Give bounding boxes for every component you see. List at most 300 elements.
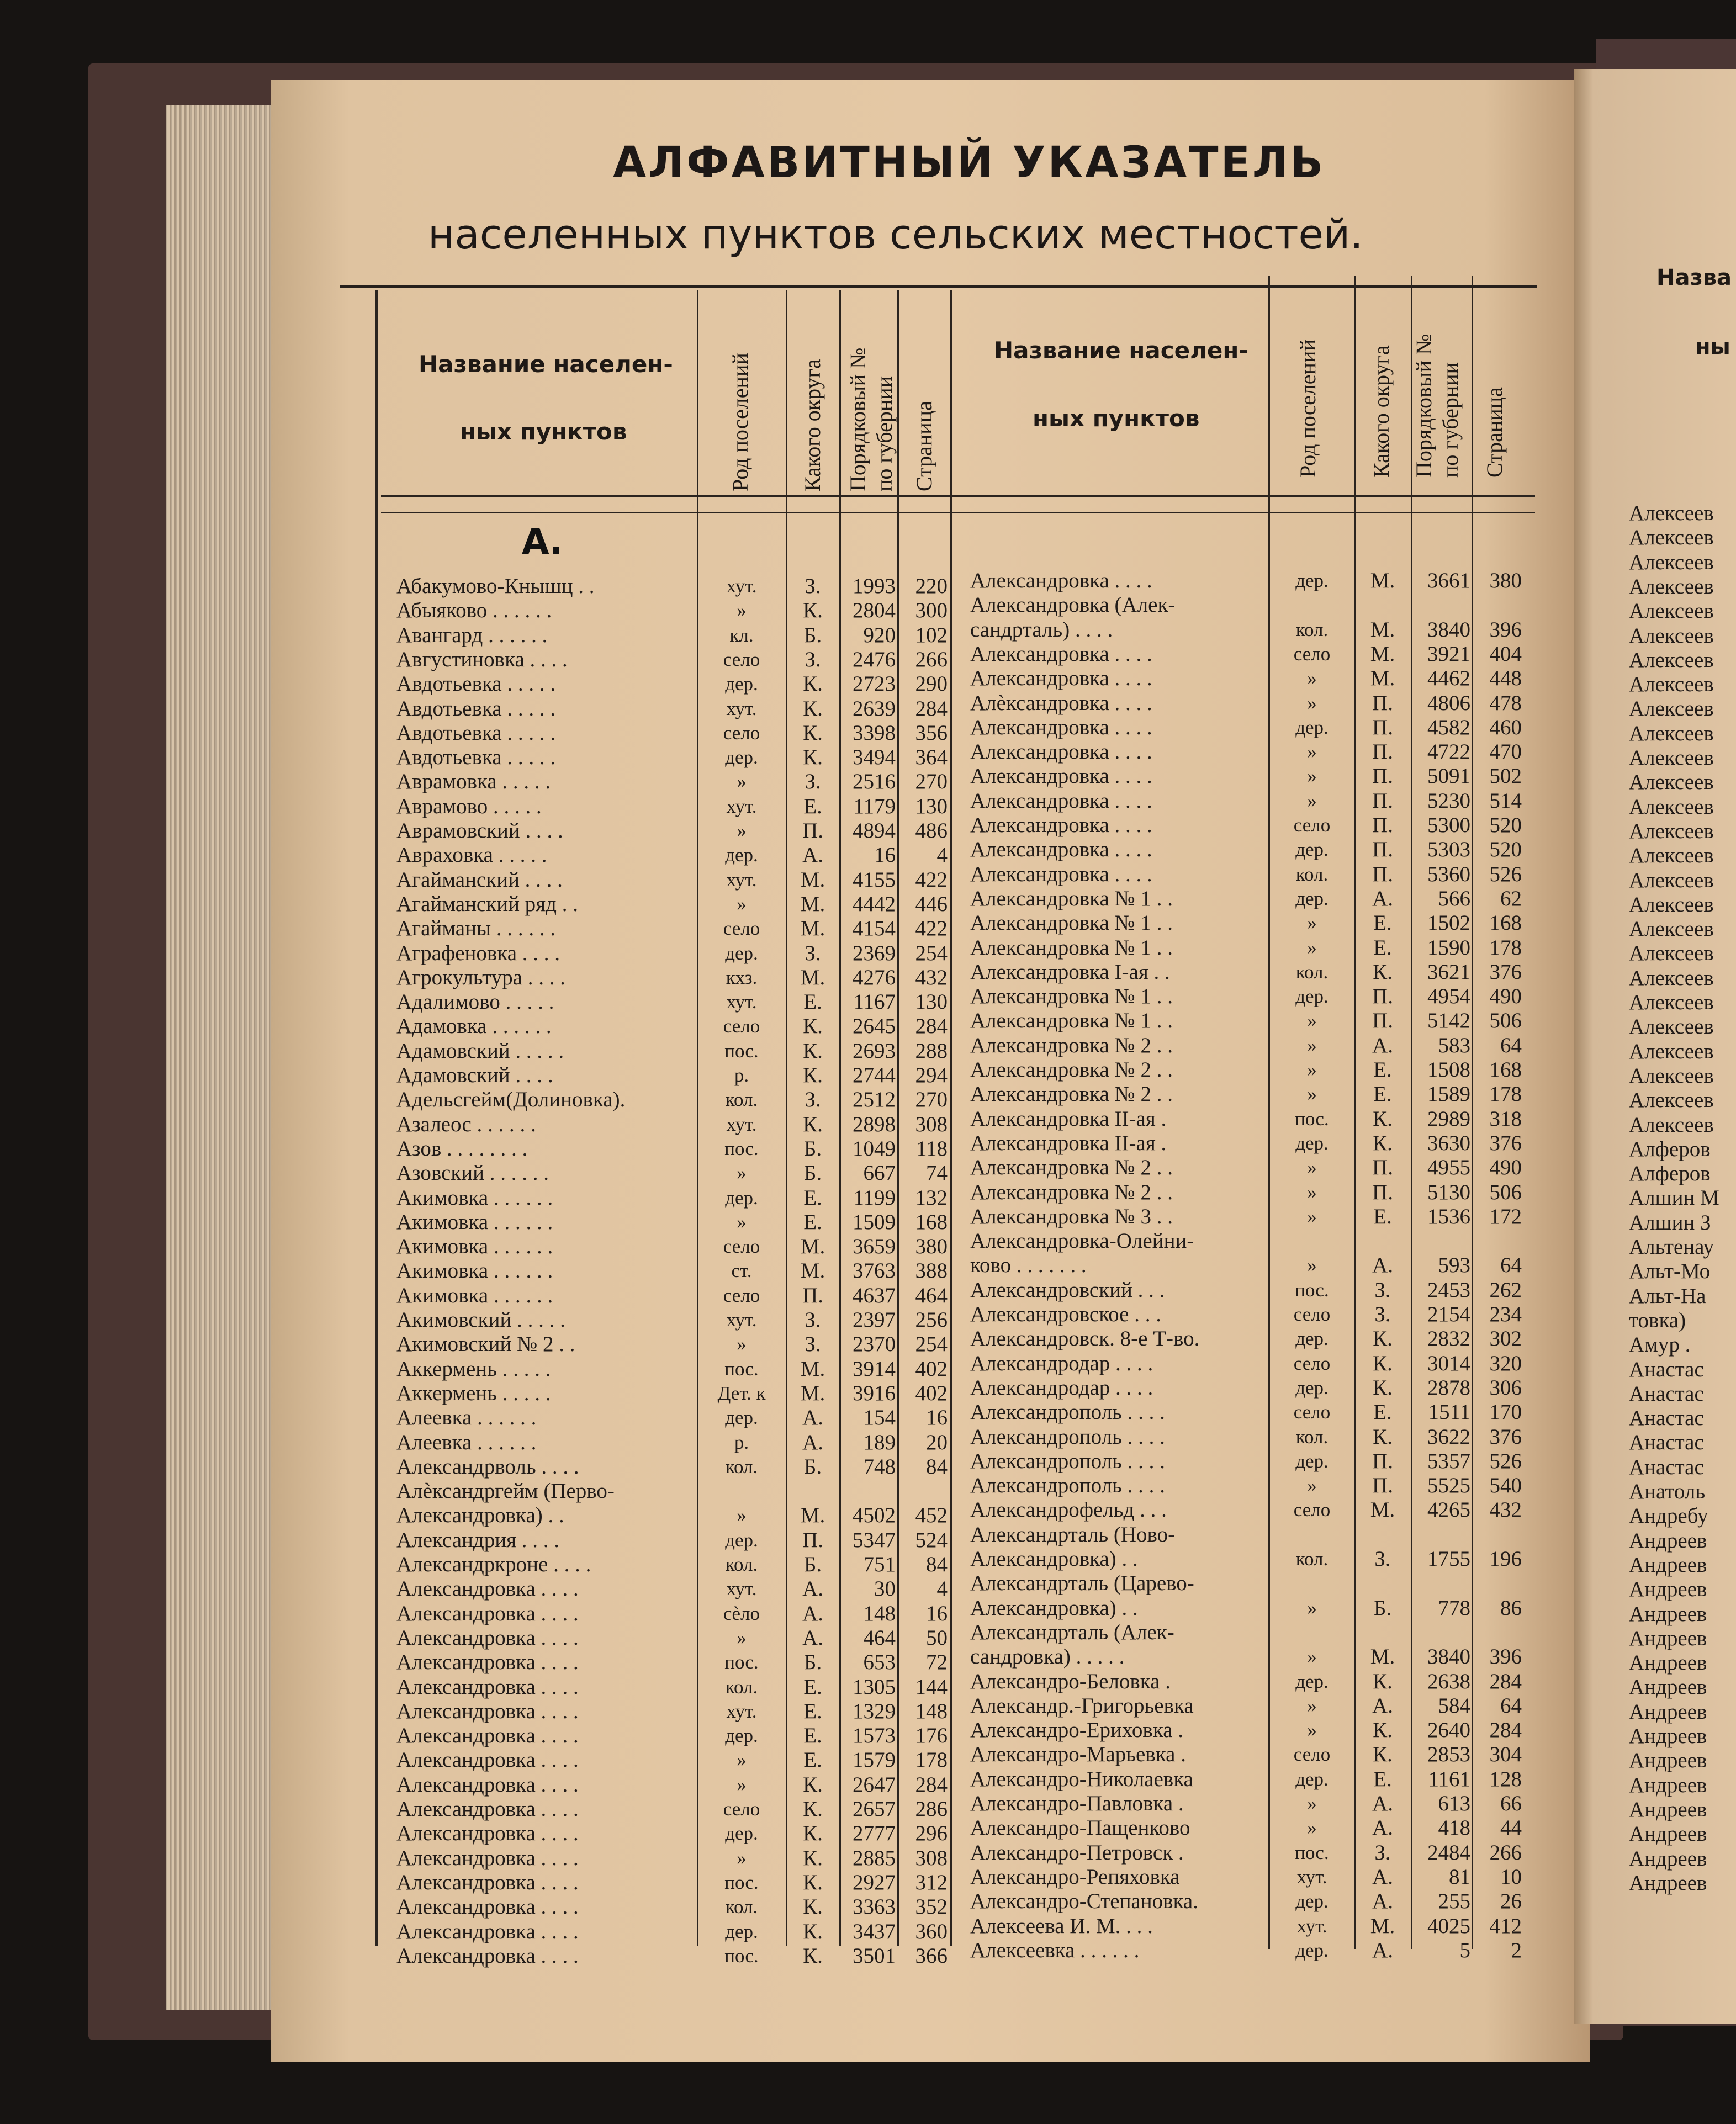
entry-kind: дер.: [1295, 839, 1329, 861]
entry-district: К.: [803, 721, 823, 745]
entry-name: Андреев: [1629, 1846, 1707, 1871]
entry-district: А.: [802, 1430, 823, 1454]
column-divider: [1354, 276, 1356, 1949]
entry-name: Алексеев: [1629, 721, 1714, 745]
entry-kind: р.: [734, 1064, 749, 1086]
entry-name: Александровка . . . .: [970, 740, 1152, 764]
entry-kind: кол.: [1295, 863, 1329, 885]
entry-page: 514: [1489, 788, 1522, 813]
entry-page: 66: [1500, 1792, 1522, 1815]
entry-name: Александро-Степановка.: [970, 1889, 1198, 1914]
column-divider: [1411, 276, 1412, 1949]
entry-district: З.: [805, 574, 821, 598]
entry-district: М.: [800, 892, 825, 916]
entry-page: 4: [936, 1577, 948, 1601]
entry-name: Андреев: [1629, 1602, 1707, 1626]
entry-kind: дер.: [1295, 1670, 1329, 1692]
entry-kind: пос.: [724, 1651, 759, 1673]
entry-district: Е.: [1373, 1058, 1392, 1082]
entry-name: Акимовка . . . . . .: [396, 1235, 553, 1259]
entry-name: Авдотьевка . . . . .: [396, 672, 556, 696]
entry-district: М.: [1370, 666, 1395, 691]
entry-kind: хут.: [726, 868, 757, 891]
entry-kind: »: [1307, 1817, 1317, 1839]
entry-district: П.: [802, 1528, 823, 1552]
entry-name: Алексеев: [1629, 648, 1714, 672]
entry-serial: 3840: [1427, 617, 1470, 642]
entry-name: Александро-Ериховка .: [970, 1718, 1184, 1742]
entry-district: Е.: [803, 1675, 822, 1699]
entry-page: 296: [915, 1821, 948, 1846]
entry-name: Александровка . . . .: [970, 813, 1152, 837]
entry-district: З.: [805, 1088, 821, 1112]
entry-serial: 30: [874, 1577, 896, 1601]
entry-kind: дер.: [725, 1529, 758, 1551]
entry-name: товка): [1629, 1308, 1686, 1332]
entry-kind: дер.: [1295, 887, 1329, 909]
entry-page: 526: [1489, 862, 1522, 886]
entry-kind: »: [1307, 1254, 1317, 1276]
entry-kind: село: [723, 1236, 760, 1258]
entry-name: Александро-Марьевка .: [970, 1742, 1186, 1767]
entry-page: 118: [915, 1136, 948, 1161]
entry-serial: 4502: [853, 1503, 896, 1528]
right-header-name-2: ны: [1695, 334, 1730, 359]
entry-kind: »: [737, 600, 747, 622]
entry-name: Алексеев: [1629, 819, 1714, 843]
entry-district: П.: [1372, 715, 1393, 739]
entry-name: Алексеев: [1629, 966, 1714, 990]
entry-serial: 1161: [1428, 1767, 1470, 1791]
entry-name: Александро-Николаевка: [970, 1767, 1193, 1791]
entry-district: З.: [805, 1308, 821, 1332]
entry-district: Е.: [1373, 1204, 1392, 1228]
section-letter: А.: [522, 522, 563, 563]
entry-page: 356: [915, 721, 948, 745]
entry-serial: 1167: [853, 990, 896, 1014]
entry-kind: пос.: [724, 1871, 759, 1893]
entry-page: 490: [1489, 1156, 1522, 1180]
entry-name: Аккермень . . . . .: [396, 1381, 551, 1405]
entry-name: Андреев: [1629, 1822, 1707, 1846]
entry-serial: 5360: [1427, 862, 1470, 886]
entry-name: Александровка . . . .: [396, 1650, 579, 1675]
entry-serial: 613: [1438, 1792, 1470, 1815]
entry-name: Анастас: [1629, 1406, 1704, 1431]
entry-serial: 81: [1449, 1865, 1470, 1889]
header-rule: [381, 495, 1535, 497]
entry-name: Александровка № 1 . .: [970, 935, 1173, 960]
entry-page: 176: [915, 1724, 948, 1748]
entry-serial: 3921: [1427, 642, 1470, 666]
entry-district: П.: [1372, 1156, 1393, 1180]
entry-kind: »: [737, 1847, 747, 1869]
entry-district: Е.: [803, 1748, 822, 1772]
entry-kind: хут.: [726, 795, 757, 817]
column-divider: [839, 290, 841, 1946]
entry-kind: село: [1293, 1499, 1331, 1521]
entry-district: П.: [1372, 1180, 1393, 1204]
entry-kind: хут.: [726, 697, 757, 719]
entry-serial: 5091: [1427, 764, 1470, 788]
entry-page: 366: [915, 1943, 948, 1968]
right-header-name-1: Назва: [1656, 265, 1732, 290]
entry-name: Аграфеновка . . . .: [396, 941, 560, 965]
entry-kind: село: [1293, 1744, 1331, 1766]
entry-page: 302: [1489, 1327, 1522, 1351]
entry-page: 10: [1500, 1865, 1522, 1889]
entry-kind: »: [1307, 1083, 1317, 1105]
entry-serial: 3630: [1427, 1131, 1470, 1155]
entry-name: Алексеев: [1629, 794, 1714, 819]
entry-serial: 2484: [1427, 1840, 1470, 1865]
entry-district: А.: [1372, 1792, 1393, 1815]
entry-district: М.: [1370, 617, 1395, 642]
entry-district: Б.: [803, 623, 822, 647]
entry-name: Александровка . . . .: [396, 1601, 579, 1625]
entry-name: Алферов: [1629, 1162, 1711, 1186]
entry-name: Андреев: [1629, 1675, 1707, 1699]
entry-serial: 4155: [853, 867, 896, 892]
entry-serial: 1590: [1427, 935, 1470, 960]
entry-name: сандрталь) . . . .: [970, 617, 1113, 642]
entry-kind: »: [1307, 912, 1317, 934]
entry-page: 432: [1489, 1498, 1522, 1522]
entry-name: Алексеев: [1629, 1113, 1714, 1137]
entry-kind: »: [1307, 1694, 1317, 1717]
entry-district: А.: [802, 1406, 823, 1430]
entry-name: Альтенау: [1629, 1235, 1714, 1259]
entry-name: Александрополь . . . .: [970, 1424, 1165, 1449]
entry-name: Александровка № 2 . .: [970, 1156, 1173, 1180]
entry-serial: 3659: [853, 1235, 896, 1259]
entry-kind: кл.: [729, 624, 754, 646]
entry-name: Азов . . . . . . . .: [396, 1136, 528, 1161]
entry-serial: 5357: [1427, 1449, 1470, 1473]
entry-kind: »: [1307, 1646, 1317, 1668]
entry-kind: дер.: [1295, 1890, 1329, 1913]
entry-kind: »: [737, 1627, 747, 1649]
entry-page: 470: [1489, 740, 1522, 764]
header-serial-1-right: Порядковый №: [1411, 333, 1436, 478]
entry-page: 446: [915, 892, 948, 916]
entry-name: Альт-На: [1629, 1284, 1706, 1308]
entry-serial: 4582: [1427, 715, 1470, 739]
entry-serial: 2638: [1427, 1669, 1470, 1693]
entry-district: А.: [1372, 1033, 1393, 1057]
header-page-right: Страница: [1482, 387, 1507, 478]
entry-name: Александровка № 3 . .: [970, 1204, 1173, 1228]
entry-page: 524: [915, 1528, 948, 1552]
entry-name: Александрополь . . . .: [970, 1400, 1165, 1424]
column-divider: [1268, 276, 1270, 1949]
column-divider: [950, 290, 952, 1946]
entry-page: 402: [915, 1381, 948, 1405]
entry-serial: 2154: [1427, 1302, 1470, 1326]
entry-kind: дер.: [1295, 1939, 1329, 1961]
entry-serial: 2804: [853, 598, 896, 623]
entry-name: Алексеев: [1629, 991, 1714, 1014]
table-left-border: [375, 290, 378, 1946]
entry-kind: дер.: [1295, 1768, 1329, 1790]
entry-kind: »: [737, 1505, 747, 1527]
entry-name: Александровка . . . .: [396, 1919, 579, 1943]
entry-page: 318: [1489, 1106, 1522, 1131]
entry-name: Александровка . . . .: [396, 1943, 579, 1968]
entry-name: Анастас: [1629, 1455, 1704, 1479]
entry-serial: 2640: [1427, 1718, 1470, 1742]
entry-name: Авдотьевка . . . . .: [396, 745, 556, 770]
entry-page: 284: [915, 696, 948, 721]
entry-name: Александровка . . . .: [396, 1797, 579, 1821]
entry-name: Александровка . . . .: [396, 1846, 579, 1870]
entry-name: Александровка I-ая . .: [970, 960, 1170, 984]
entry-kind: хут.: [726, 1113, 757, 1135]
entry-name: Александровский . . .: [970, 1278, 1165, 1302]
entry-kind: хут.: [726, 1578, 757, 1600]
header-rule-thin: [381, 512, 1535, 513]
entry-name: Анастас: [1629, 1431, 1704, 1455]
entry-district: К.: [1373, 1669, 1393, 1693]
entry-kind: дер.: [1295, 570, 1329, 591]
entry-serial: 4954: [1427, 984, 1470, 1009]
entry-page: 404: [1489, 642, 1522, 666]
entry-kind: кол.: [1295, 961, 1329, 983]
entry-page: 520: [1489, 838, 1522, 862]
entry-name: Александровка . . . .: [396, 1772, 579, 1797]
entry-name: Александровка № 1 . .: [970, 1009, 1173, 1033]
entry-page: 284: [915, 1014, 948, 1039]
entry-serial: 1993: [853, 574, 896, 598]
entry-serial: 2397: [853, 1308, 896, 1332]
entry-serial: 1502: [1427, 911, 1470, 935]
entry-serial: 4442: [853, 892, 896, 916]
entry-district: А.: [802, 843, 823, 867]
entry-district: Е.: [803, 1699, 822, 1723]
entry-page: 102: [915, 623, 948, 647]
entry-name: Алексеев: [1629, 526, 1714, 550]
entry-serial: 2516: [853, 770, 896, 794]
entry-name: Алексеев: [1629, 1063, 1714, 1088]
entry-serial: 1199: [853, 1185, 896, 1210]
entry-district: К.: [803, 1943, 823, 1968]
entry-name: Александровка № 2 . .: [970, 1058, 1173, 1082]
entry-serial: 2898: [853, 1112, 896, 1136]
entry-name: Азалеос . . . . . .: [396, 1112, 536, 1136]
entry-serial: 584: [1438, 1693, 1470, 1718]
entry-district: М.: [800, 1357, 825, 1381]
entry-kind: кол.: [725, 1676, 758, 1698]
entry-name: Алшин М: [1629, 1186, 1719, 1210]
entry-name: Андреев: [1629, 1553, 1707, 1577]
entry-name: Александровка . . . .: [970, 764, 1152, 788]
entry-name: Алексеев: [1629, 501, 1714, 525]
entry-page: 432: [915, 965, 948, 989]
entry-district: К.: [1373, 1327, 1393, 1351]
entry-district: К.: [1373, 1718, 1393, 1742]
header-kind: Род поселений: [728, 353, 753, 491]
entry-serial: 3763: [853, 1259, 896, 1283]
entry-name: Агайманский . . . .: [396, 867, 563, 892]
entry-serial: 4894: [853, 819, 896, 843]
entry-name: Анастас: [1629, 1357, 1704, 1381]
entry-district: Е.: [1373, 1400, 1392, 1424]
entry-district: А.: [802, 1577, 823, 1601]
entry-page: 478: [1489, 691, 1522, 715]
entry-page: 256: [915, 1308, 948, 1332]
entry-name: Акимовка . . . . . .: [396, 1283, 553, 1307]
entry-name: Александровка) . .: [970, 1547, 1138, 1571]
entry-kind: кол.: [1295, 1548, 1329, 1570]
entry-name: Андреев: [1629, 1626, 1707, 1650]
entry-district: П.: [1372, 764, 1393, 788]
entry-name: Адамовский . . . .: [396, 1063, 553, 1087]
entry-name: Александровка II-ая .: [970, 1106, 1167, 1131]
entry-district: К.: [1373, 1424, 1393, 1449]
entry-district: М.: [800, 1503, 825, 1528]
entry-kind: »: [737, 1211, 747, 1233]
entry-page: 262: [1489, 1278, 1522, 1302]
entry-name: Александровка . . . .: [970, 838, 1152, 862]
entry-page: 72: [926, 1650, 948, 1675]
entry-kind: пос.: [724, 1040, 759, 1062]
header-serial-1: Порядковый №: [845, 347, 870, 491]
entry-serial: 4276: [853, 965, 896, 989]
entry-page: 84: [926, 1454, 948, 1479]
entry-serial: 3622: [1427, 1424, 1470, 1449]
entry-name: Алексеев: [1629, 770, 1714, 794]
entry-district: П.: [802, 1283, 823, 1307]
entry-page: 62: [1500, 886, 1522, 910]
entry-serial: 5130: [1427, 1180, 1470, 1204]
entry-page: 380: [1489, 569, 1522, 592]
entry-serial: 1305: [853, 1675, 896, 1699]
entry-district: М.: [800, 1381, 825, 1405]
entry-name: Акимовка . . . . . .: [396, 1185, 553, 1210]
entry-district: З.: [805, 941, 821, 965]
entry-name: Александрталь (Ново-: [970, 1522, 1176, 1546]
entry-serial: 2744: [853, 1063, 896, 1087]
entry-name: сандровка) . . . . .: [970, 1645, 1125, 1669]
entry-kind: село: [1293, 1401, 1331, 1423]
entry-district: А.: [1372, 1938, 1393, 1962]
entry-district: П.: [1372, 1474, 1393, 1498]
entry-name: Александровка . . . .: [970, 569, 1152, 592]
entry-district: М.: [800, 1235, 825, 1259]
entry-page: 308: [915, 1112, 948, 1136]
entry-district: Б.: [803, 1650, 822, 1675]
entry-name: Азовский . . . . . .: [396, 1161, 549, 1185]
entry-district: А.: [802, 1625, 823, 1650]
entry-district: К.: [1373, 1351, 1393, 1375]
entry-kind: »: [1307, 1793, 1317, 1814]
entry-name: Акимовка . . . . . .: [396, 1259, 553, 1283]
entry-serial: 5525: [1427, 1474, 1470, 1498]
entry-page: 16: [926, 1601, 948, 1625]
entry-district: К.: [803, 1039, 823, 1063]
entry-page: 506: [1489, 1180, 1522, 1204]
entry-serial: 154: [863, 1406, 896, 1430]
entry-page: 520: [1489, 813, 1522, 837]
entry-serial: 667: [863, 1161, 896, 1185]
entry-page: 266: [1489, 1840, 1522, 1865]
entry-kind: село: [1293, 643, 1331, 665]
entry-serial: 920: [863, 623, 896, 647]
entry-page: 266: [915, 647, 948, 671]
entry-name: Александровка) . .: [396, 1503, 564, 1528]
entry-page: 422: [915, 867, 948, 892]
entry-name: Андреев: [1629, 1577, 1707, 1602]
top-rule: [340, 285, 1537, 288]
entry-name: Александровка . . . .: [396, 1870, 579, 1894]
entry-page: 312: [915, 1870, 948, 1894]
entry-page: 2: [1511, 1938, 1522, 1962]
entry-page: 396: [1489, 617, 1522, 642]
entry-kind: дер.: [725, 1725, 758, 1747]
entry-page: 84: [926, 1553, 948, 1576]
entry-district: З.: [805, 770, 821, 794]
entry-kind: пос.: [724, 1137, 759, 1159]
entry-name: Алексеев: [1629, 1039, 1714, 1063]
entry-name: Александро-Беловка .: [970, 1669, 1171, 1693]
entry-serial: 4265: [1427, 1498, 1470, 1522]
entry-name: Августиновка . . . .: [396, 647, 568, 671]
entry-kind: »: [1307, 1010, 1317, 1032]
entry-district: Е.: [1373, 935, 1392, 960]
entry-name: Александродар . . . .: [970, 1351, 1153, 1375]
entry-district: Е.: [803, 1210, 822, 1234]
entry-district: К.: [803, 598, 823, 623]
entry-district: А.: [1372, 1693, 1393, 1718]
entry-page: 360: [915, 1919, 948, 1943]
entry-serial: 2645: [853, 1014, 896, 1039]
entry-kind: кхз.: [726, 966, 758, 988]
entry-district: К.: [803, 1895, 823, 1919]
entry-serial: 1508: [1427, 1058, 1470, 1082]
entry-page: 294: [915, 1063, 948, 1087]
entry-name: Акимовский № 2 . .: [396, 1332, 575, 1357]
entry-name: Алексеев: [1629, 868, 1714, 892]
entry-page: 130: [915, 794, 948, 818]
entry-kind: кол.: [725, 1554, 758, 1575]
entry-kind: ст.: [731, 1260, 752, 1282]
entry-name: Алексеев: [1629, 892, 1714, 917]
entry-serial: 1329: [853, 1699, 896, 1723]
entry-district: К.: [803, 1797, 823, 1821]
entry-kind: село: [723, 722, 760, 744]
entry-page: 4: [936, 843, 948, 867]
entry-name: Алферов: [1629, 1137, 1711, 1161]
entry-serial: 3914: [853, 1357, 896, 1381]
entry-kind: село: [723, 1284, 760, 1306]
entry-kind: »: [737, 1333, 747, 1355]
entry-district: К.: [803, 1112, 823, 1136]
entry-kind: »: [737, 771, 747, 793]
entry-page: 26: [1500, 1889, 1522, 1914]
entry-name: Александровск. 8-е Т-во.: [970, 1327, 1200, 1351]
entry-page: 168: [1489, 911, 1522, 935]
entry-name: Алексеев: [1629, 917, 1714, 941]
entry-kind: дер.: [1295, 716, 1329, 738]
entry-name: Агайманы . . . . . .: [396, 917, 556, 941]
entry-name: Александровка . . . .: [970, 862, 1152, 886]
entry-kind: село: [723, 918, 760, 940]
header-page: Страница: [912, 401, 936, 491]
entry-serial: 2777: [853, 1821, 896, 1846]
entry-page: 50: [926, 1625, 948, 1650]
entry-district: К.: [1373, 1375, 1393, 1400]
entry-kind: село: [1293, 1304, 1331, 1325]
